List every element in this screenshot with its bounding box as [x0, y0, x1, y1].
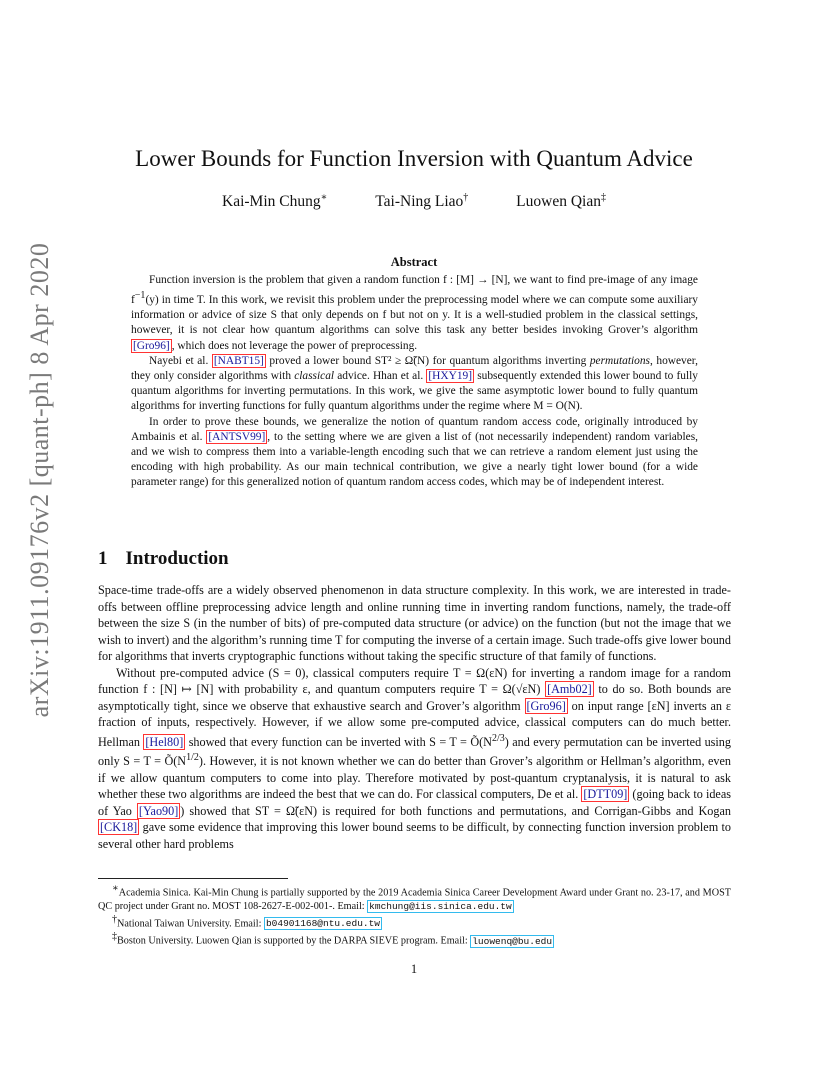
author-list: [0, 192, 828, 211]
email-link[interactable]: b04901168@ntu.edu.tw: [265, 918, 381, 930]
email-link[interactable]: kmchung@iis.sinica.edu.tw: [369, 900, 512, 912]
citation-link[interactable]: [Yao90]: [138, 803, 179, 818]
author-2: Tai-Ning Liao†: [375, 192, 469, 211]
section-number: 1: [98, 548, 108, 569]
arxiv-sidebar-stamp: [18, 242, 62, 718]
intro-paragraph-1: Space-time trade-offs are a widely observed phenomenon in data structure complexity. In this work, we are interested in trade-offs between offline preprocessing advice length and online running time in inverting random functions, namely, the trade-off between the size S (in the number of bits) of pre-computed data structure (or advice) on the function (but not the image that we wish to invert) and the algorithm’s running time T for computing the inverse of a certain image. Such trade-offs give lower bound for algorithms that inverts cryptographic functions without taking the specific structure of that family of functions.: [98, 583, 731, 663]
paper-title: Lower Bounds for Function Inversion with Quantum Advice: [135, 146, 693, 171]
section-heading: [98, 548, 229, 570]
citation-link[interactable]: [DTT09]: [583, 787, 628, 802]
intro-body: [98, 582, 731, 852]
citation-link[interactable]: [Hel80]: [145, 734, 184, 749]
citation-link[interactable]: [Gro96]: [133, 339, 170, 352]
intro-paragraph-2: Without pre-computed advice (S = 0), classical computers require T = Ω(εN) for inverting a random image for a random function f : [N] ↦ [N] with probability ε, and quantum computers require T = Ω(√εN) [Amb02] to do so. Both bounds are asymptotically tight, since we observe that exhaustive search and Grover’s algorithm [Gro96] on input range [εN] inverts an ε fraction of inputs, respectively. However, if we allow some pre-computed advice, classical computers can do much better. Hellman [Hel80] showed that every function can be inverted with $S = T = Õ(N^{2/3})$ and every permutation can be inverted using only $S = T = Õ(N^{1/2})$. However, it is not known whether we can do better than Grover’s algorithm or Hellman’s algorithm, even if we allow quantum computers to come into play. Therefore motivated by post-quantum cryptanalysis, it is natural to ask whether these two algorithms are indeed the best that we can do. For classical computers, De et al. [DTT09] (going back to ideas of Yao [Yao90] ) showed that ST = Ω̃(εN) is required for both functions and permutations, and Corrigan-Gibbs and Kogan [CK18] gave some evidence that improving this lower bound seems to be difficult, by connecting function inversion problem to several other hard problems: [98, 665, 732, 851]
abstract-paragraph-1: Function inversion is the problem that given a random function f : [M] → [N], we want to find pre-image of any image $f^{-1}(y)$ in time T. In this work, we revisit this problem under the preprocessing model where we can compute some auxiliary information or advice of size S that only depends on f but not on y. It is a well-studied problem in the classical settings, however, it is not clear how quantum algorithms can solve this task any better besides invoking Grover’s algorithm [Gro96] , which does not leverage the power of preprocessing.: [131, 274, 698, 352]
citation-link[interactable]: [Amb02]: [547, 682, 592, 696]
citation-link[interactable]: [HXY19]: [428, 370, 473, 383]
citation-link[interactable]: [CK18]: [100, 820, 138, 835]
footnote-divider: [98, 878, 288, 879]
section-title: Introduction: [125, 548, 229, 569]
arxiv-identifier: arXiv:1911.09176v2 [quant-ph] 8 Apr 2020: [25, 242, 54, 718]
abstract-heading: Abstract: [390, 255, 438, 269]
abstract-body: [131, 273, 698, 491]
footnotes: [98, 882, 731, 948]
author-1: Kai-Min Chung∗: [222, 192, 328, 211]
citation-link[interactable]: [Gro96]: [526, 698, 566, 713]
email-link[interactable]: luowenq@bu.edu: [472, 935, 553, 947]
footnote-1: ∗Academia Sinica. Kai-Min Chung is partially supported by the 2019 Academia Sinica Career Development Award under Grant no. 23-17, and MOST QC project under Grant no. MOST 108-2627-E-002-001-. Email: kmchung@iis.sinica.edu.tw: [98, 883, 731, 912]
footnote-2: †National Taiwan University. Email: b04901168@ntu.edu.tw: [112, 913, 381, 930]
citation-link[interactable]: [NABT15]: [213, 354, 264, 367]
author-3: Luowen Qian‡: [516, 192, 606, 211]
citation-link[interactable]: [ANTSV99]: [208, 430, 266, 443]
abstract-paragraph-2: Nayebi et al. [NABT15] proved a lower bound ST² ≥ Ω̃(N) for quantum algorithms inverting permutations, however, they only consider algorithms with classical advice. Hhan et al. [HXY19] subsequently extended this lower bound to fully quantum algorithms for inverting permutations. In this work, we give the same asymptotic lower bound to fully quantum algorithms for inverting functions for fully quantum algorithms under the regime where M = O(N).: [131, 354, 698, 413]
footnote-3: ‡Boston University. Luowen Qian is supported by the DARPA SIEVE program. Email: luowenq@bu.edu: [112, 931, 553, 947]
abstract-paragraph-3: In order to prove these bounds, we generalize the notion of quantum random access code, originally introduced by Ambainis et al. [ANTSV99] , to the setting where we are given a list of (not necessarily independent) random variables, and we wish to compress them into a variable-length encoding such that we can retrieve a random element just using the encoding with high probability. As our main technical contribution, we give a nearly tight lower bound (for a wide parameter range) for this generalized notion of quantum random access codes, which may be of independent interest.: [131, 415, 698, 489]
page-number: 1: [410, 962, 418, 976]
